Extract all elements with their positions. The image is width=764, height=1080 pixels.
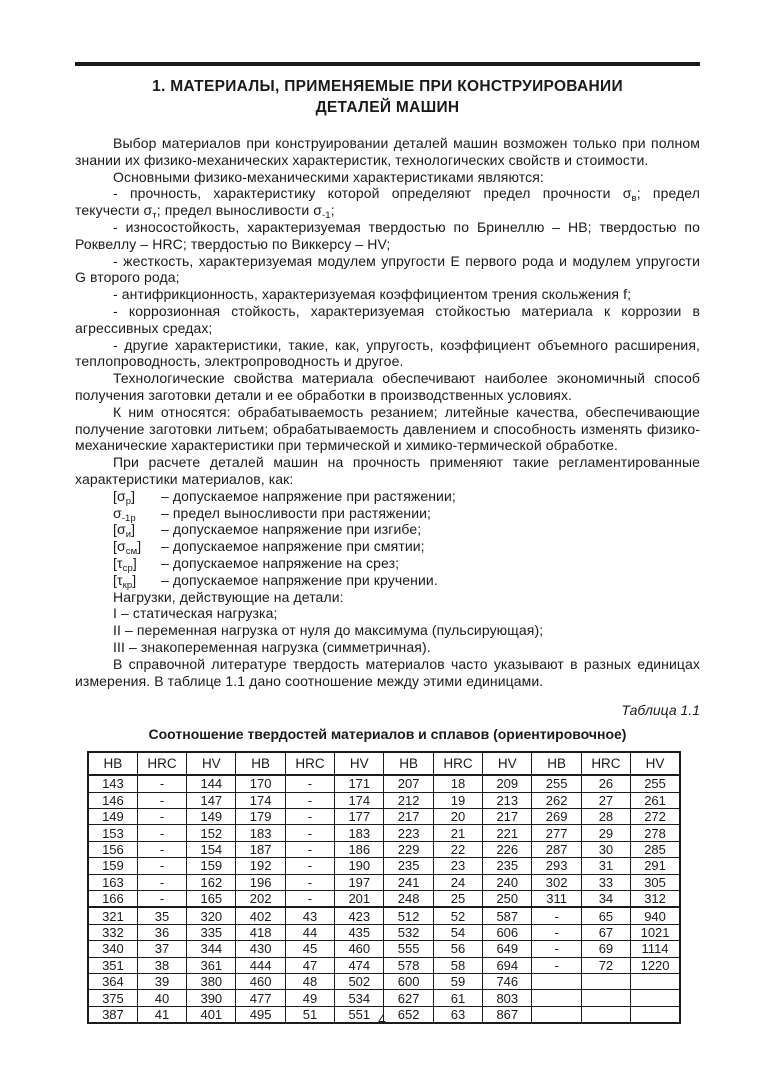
table-cell: 58	[433, 957, 482, 973]
table-cell: 320	[187, 907, 236, 924]
table-row	[88, 941, 680, 957]
definition-description: – допускаемое напряжение на срез;	[161, 554, 400, 571]
table-cell: 340	[88, 941, 137, 957]
table-caption: Соотношение твердостей материалов и сплавов (ориентировочное)	[148, 726, 627, 743]
table-cell: -	[137, 874, 186, 890]
hardness-table-body	[88, 775, 680, 1023]
table-cell: -	[285, 775, 334, 792]
table-cell: 18	[433, 775, 482, 792]
table-cell: 192	[236, 858, 285, 874]
table-cell: 186	[335, 841, 384, 857]
table-row	[88, 809, 680, 825]
table-cell: 48	[285, 973, 334, 989]
table-cell: 23	[433, 858, 482, 874]
column-header: HV	[187, 752, 236, 775]
table-cell: 52	[433, 907, 482, 924]
page-number: 4	[378, 1012, 386, 1027]
table-cell: 183	[335, 825, 384, 841]
paragraph-technological-1: Технологические свойства материала обеспечивают наиболее экономичный способ получения заготовки детали и ее обработки в производственных условиях.	[75, 370, 700, 403]
table-cell: -	[137, 775, 186, 792]
list-item-corrosion: - коррозионная стойкость, характеризуемая стойкостью материала к коррозии в агрессивных средах;	[75, 302, 700, 336]
table-cell: 146	[88, 792, 137, 808]
definition-term: $[\tau_{кр}]$	[113, 571, 137, 591]
paragraph-intro-2: Основными физико-механическими характеристиками являются:	[113, 168, 544, 185]
table-cell: 51	[285, 1006, 334, 1023]
table-cell: 27	[581, 792, 630, 808]
table-cell: 152	[187, 825, 236, 841]
table-cell: 435	[335, 924, 384, 940]
column-header: НВ	[384, 752, 433, 775]
table-cell: 502	[335, 973, 384, 989]
definition-term: $[\tau_{ср}]$	[113, 554, 137, 574]
table-cell: 170	[236, 775, 285, 792]
table-cell: 174	[335, 792, 384, 808]
table-cell	[581, 973, 630, 989]
table-cell: 47	[285, 957, 334, 973]
table-cell: 555	[384, 941, 433, 957]
table-row	[88, 907, 680, 924]
table-cell: 196	[236, 874, 285, 890]
table-cell: 174	[236, 792, 285, 808]
table-row	[88, 792, 680, 808]
definition-term: $[\sigma_и]$	[113, 521, 136, 541]
table-cell: 41	[137, 1006, 186, 1023]
paragraph-technological-2: К ним относятся: обрабатываемость резанием; литейные качества, обеспечивающие получение заготовки литьем; обрабатываемость давлением и способность изменять физико-механические характеристики при термической и химико-термической обработке.	[75, 403, 700, 454]
table-cell: -	[137, 792, 186, 808]
table-cell: 56	[433, 941, 482, 957]
list-item-antifriction: - антифрикционность, характеризуемая коэффициентом трения скольжения f;	[113, 286, 632, 303]
definition-term: $[\sigma_{см}]$	[113, 538, 142, 558]
table-cell: 1021	[631, 924, 680, 940]
table-cell: 201	[335, 891, 384, 908]
column-header: HRC	[137, 752, 186, 775]
table-cell: -	[532, 941, 581, 957]
table-cell: 474	[335, 957, 384, 973]
table-cell: 166	[88, 891, 137, 908]
table-row	[88, 891, 680, 908]
table-cell: 375	[88, 990, 137, 1006]
page-title-line1: 1. МАТЕРИАЛЫ, ПРИМЕНЯЕМЫЕ ПРИ КОНСТРУИРОВАНИИ	[152, 78, 623, 95]
table-cell: 803	[483, 990, 532, 1006]
table-cell: 241	[384, 874, 433, 890]
table-cell: 217	[384, 809, 433, 825]
table-cell: 149	[88, 809, 137, 825]
definition-description: – допускаемое напряжение при изгибе;	[161, 521, 422, 538]
table-cell: 37	[137, 941, 186, 957]
table-cell: 28	[581, 809, 630, 825]
table-cell	[631, 990, 680, 1006]
table-cell: 311	[532, 891, 581, 908]
table-cell: 578	[384, 957, 433, 973]
table-row	[88, 775, 680, 792]
table-cell: 61	[433, 990, 482, 1006]
column-header: НВ	[88, 752, 137, 775]
table-cell: 190	[335, 858, 384, 874]
table-cell: -	[285, 891, 334, 908]
column-header: HRC	[581, 752, 630, 775]
table-cell: 162	[187, 874, 236, 890]
column-header: HRC	[285, 752, 334, 775]
table-cell: 532	[384, 924, 433, 940]
table-row	[88, 858, 680, 874]
table-cell: -	[285, 841, 334, 857]
table-cell: 600	[384, 973, 433, 989]
table-cell: 361	[187, 957, 236, 973]
table-cell: 39	[137, 973, 186, 989]
definition-row	[75, 505, 700, 522]
table-cell: -	[532, 957, 581, 973]
table-cell: 746	[483, 973, 532, 989]
load-type-static: I – статическая нагрузка;	[113, 605, 278, 622]
table-cell: 171	[335, 775, 384, 792]
table-cell: 321	[88, 907, 137, 924]
table-cell: 31	[581, 858, 630, 874]
page-title-line2: ДЕТАЛЕЙ МАШИН	[315, 99, 460, 116]
table-cell: 364	[88, 973, 137, 989]
table-cell: 21	[433, 825, 482, 841]
table-cell: 49	[285, 990, 334, 1006]
column-header: HRC	[433, 752, 482, 775]
table-row	[88, 874, 680, 890]
table-cell: -	[137, 825, 186, 841]
paragraph-intro-1: Выбор материалов при конструировании деталей машин возможен только при полном знании их физико-механических характеристик, технологических свойств и стоимости.	[75, 135, 700, 168]
table-cell: -	[285, 825, 334, 841]
table-cell: 335	[187, 924, 236, 940]
table-cell: 153	[88, 825, 137, 841]
table-row	[88, 973, 680, 989]
table-cell: 36	[137, 924, 186, 940]
paragraph-calculation: При расчете деталей машин на прочность применяют такие регламентированные характеристики материалов, как:	[75, 454, 700, 487]
table-cell: -	[137, 858, 186, 874]
table-cell: 460	[236, 973, 285, 989]
table-cell: 312	[631, 891, 680, 908]
table-cell: 43	[285, 907, 334, 924]
table-row	[88, 990, 680, 1006]
list-item-stiffness: - жесткость, характеризуемая модулем упругости Е первого рода и модулем упругости G второго рода;	[75, 252, 700, 286]
table-cell: 255	[631, 775, 680, 792]
table-cell: 235	[483, 858, 532, 874]
table-cell: 154	[187, 841, 236, 857]
table-cell: 44	[285, 924, 334, 940]
table-cell: 418	[236, 924, 285, 940]
paragraph-loads-intro: Нагрузки, действующие на детали:	[113, 588, 344, 605]
column-header: HV	[631, 752, 680, 775]
load-type-pulsating: II – переменная нагрузка от нуля до максимума (пульсирующая);	[113, 622, 544, 639]
table-cell: 272	[631, 809, 680, 825]
table-cell: 20	[433, 809, 482, 825]
table-cell: 143	[88, 775, 137, 792]
table-cell: 387	[88, 1006, 137, 1023]
table-cell: 212	[384, 792, 433, 808]
table-cell: 587	[483, 907, 532, 924]
table-cell: 269	[532, 809, 581, 825]
table-cell: 33	[581, 874, 630, 890]
table-cell: 22	[433, 841, 482, 857]
table-cell: 390	[187, 990, 236, 1006]
table-cell: 38	[137, 957, 186, 973]
table-cell: 213	[483, 792, 532, 808]
table-cell: 940	[631, 907, 680, 924]
load-type-alternating: III – знакопеременная нагрузка (симметричная).	[113, 638, 431, 655]
table-header-row	[88, 752, 680, 775]
table-cell: 344	[187, 941, 236, 957]
table-cell: 278	[631, 825, 680, 841]
definition-row	[75, 572, 700, 589]
table-cell: 305	[631, 874, 680, 890]
list-item-wear-resistance: - износостойкость, характеризуемая твердостью по Бринеллю – НВ; твердостью по Роквеллу – HRC; твердостью по Виккерсу – HV;	[75, 218, 700, 252]
table-cell: -	[285, 874, 334, 890]
table-cell: 159	[187, 858, 236, 874]
table-cell: 19	[433, 792, 482, 808]
table-cell: 26	[581, 775, 630, 792]
table-cell: 240	[483, 874, 532, 890]
table-cell: 202	[236, 891, 285, 908]
table-cell: 65	[581, 907, 630, 924]
table-cell: 652	[384, 1006, 433, 1023]
table-cell: 1220	[631, 957, 680, 973]
table-cell: 144	[187, 775, 236, 792]
table-cell: 477	[236, 990, 285, 1006]
table-row	[88, 841, 680, 857]
definition-row	[75, 488, 700, 505]
page-title	[75, 76, 700, 118]
table-cell: 250	[483, 891, 532, 908]
table-cell: 163	[88, 874, 137, 890]
table-cell: -	[137, 891, 186, 908]
table-cell	[532, 990, 581, 1006]
table-cell: 147	[187, 792, 236, 808]
table-cell: 187	[236, 841, 285, 857]
table-cell: 551	[335, 1006, 384, 1023]
hardness-table-head	[88, 752, 680, 775]
table-cell: 444	[236, 957, 285, 973]
table-cell: -	[285, 858, 334, 874]
table-cell: 149	[187, 809, 236, 825]
definition-description: – допускаемое напряжение при кручении.	[161, 571, 438, 588]
table-cell: 351	[88, 957, 137, 973]
paragraph-reference: В справочной литературе твердость материалов часто указывают в разных единицах измерения. В таблице 1.1 дано соотношение между этими единицами.	[75, 655, 700, 689]
table-cell: 291	[631, 858, 680, 874]
table-cell: 287	[532, 841, 581, 857]
table-cell: 30	[581, 841, 630, 857]
table-cell	[532, 973, 581, 989]
table-cell: 197	[335, 874, 384, 890]
table-cell: -	[137, 841, 186, 857]
column-header: HV	[483, 752, 532, 775]
table-cell: 40	[137, 990, 186, 1006]
table-row	[88, 924, 680, 940]
table-cell: 380	[187, 973, 236, 989]
table-cell: 495	[236, 1006, 285, 1023]
table-cell: 72	[581, 957, 630, 973]
table-cell: 209	[483, 775, 532, 792]
table-cell: 248	[384, 891, 433, 908]
column-header: HV	[335, 752, 384, 775]
table-cell: 29	[581, 825, 630, 841]
table-cell: 177	[335, 809, 384, 825]
table-cell: 45	[285, 941, 334, 957]
table-cell: -	[137, 809, 186, 825]
table-cell	[581, 990, 630, 1006]
table-cell: 179	[236, 809, 285, 825]
column-header: НВ	[532, 752, 581, 775]
table-cell: 649	[483, 941, 532, 957]
definition-description: – допускаемое напряжение при смятии;	[161, 538, 425, 555]
table-cell: 221	[483, 825, 532, 841]
table-cell: 261	[631, 792, 680, 808]
table-cell: -	[285, 792, 334, 808]
table-cell: 229	[384, 841, 433, 857]
list-item-strength: - прочность, характеристику которой определяют предел прочности $\sigma_в$; предел текучести $\sigma_т$; предел выносливости $\sigma_{-1}$;	[75, 185, 700, 222]
table-cell: 69	[581, 941, 630, 957]
table-cell: 293	[532, 858, 581, 874]
table-cell: 430	[236, 941, 285, 957]
column-header: НВ	[236, 752, 285, 775]
table-cell: 63	[433, 1006, 482, 1023]
table-cell: 183	[236, 825, 285, 841]
table-cell: 534	[335, 990, 384, 1006]
table-cell: 35	[137, 907, 186, 924]
table-cell: 1114	[631, 941, 680, 957]
table-cell: 277	[532, 825, 581, 841]
table-row	[88, 825, 680, 841]
table-row	[88, 957, 680, 973]
table-cell: 217	[483, 809, 532, 825]
table-cell: 235	[384, 858, 433, 874]
table-cell: 332	[88, 924, 137, 940]
table-cell: 262	[532, 792, 581, 808]
table-cell: 54	[433, 924, 482, 940]
table-cell: 223	[384, 825, 433, 841]
definition-row	[75, 538, 700, 558]
table-cell: 460	[335, 941, 384, 957]
table-cell: 25	[433, 891, 482, 908]
table-cell: 401	[187, 1006, 236, 1023]
table-cell: 255	[532, 775, 581, 792]
table-cell: 24	[433, 874, 482, 890]
table-cell: 159	[88, 858, 137, 874]
table-cell: 627	[384, 990, 433, 1006]
definition-term: $[\sigma_р]$	[113, 487, 136, 507]
table-cell: 423	[335, 907, 384, 924]
table-cell: 59	[433, 973, 482, 989]
table-cell: 694	[483, 957, 532, 973]
table-cell: 156	[88, 841, 137, 857]
table-cell: 302	[532, 874, 581, 890]
table-cell: 226	[483, 841, 532, 857]
list-item-other: - другие характеристики, такие, как, упругость, коэффициент объемного расширения, теплопроводность, электропроводность и другое.	[75, 336, 700, 370]
table-label: Таблица 1.1	[621, 702, 700, 719]
table-cell: 867	[483, 1006, 532, 1023]
table-cell: -	[532, 924, 581, 940]
definition-description: – допускаемое напряжение при растяжении;	[161, 487, 456, 504]
table-cell: 606	[483, 924, 532, 940]
hardness-table	[87, 751, 681, 1024]
table-cell: 512	[384, 907, 433, 924]
table-cell: 34	[581, 891, 630, 908]
table-cell: 207	[384, 775, 433, 792]
table-cell: 165	[187, 891, 236, 908]
definition-row	[75, 521, 700, 541]
table-cell	[631, 973, 680, 989]
table-cell: 285	[631, 841, 680, 857]
table-cell: 402	[236, 907, 285, 924]
table-cell: 67	[581, 924, 630, 940]
definition-description: – предел выносливости при растяжении;	[161, 504, 432, 521]
table-cell: -	[285, 809, 334, 825]
header-rule	[75, 62, 700, 66]
definition-row	[75, 555, 700, 572]
definition-term: $\sigma_{-1р}$	[113, 504, 136, 524]
table-cell: -	[532, 907, 581, 924]
